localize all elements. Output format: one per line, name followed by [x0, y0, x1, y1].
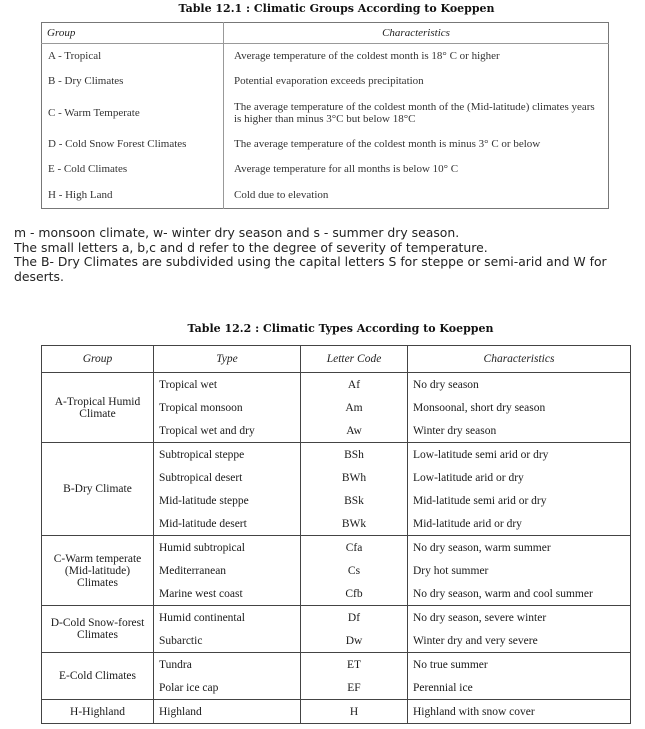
type-cell: Subarctic	[154, 629, 301, 653]
characteristics-cell: Low-latitude semi arid or dry	[408, 443, 631, 467]
letter-code-cell: Aw	[301, 419, 408, 443]
group-cell: H - High Land	[42, 182, 224, 209]
characteristics-cell: Low-latitude arid or dry	[408, 466, 631, 489]
letter-code-cell: Cfa	[301, 536, 408, 560]
type-cell: Tropical monsoon	[154, 396, 301, 419]
group-cell: E-Cold Climates	[42, 653, 154, 700]
type-cell: Mediterranean	[154, 559, 301, 582]
column-header-group: Group	[42, 23, 224, 44]
letter-code-cell: Am	[301, 396, 408, 419]
letter-code-cell: BWh	[301, 466, 408, 489]
letter-code-cell: Df	[301, 606, 408, 630]
column-header-characteristics: Characteristics	[408, 346, 631, 373]
characteristics-cell: No dry season, severe winter	[408, 606, 631, 630]
letter-code-cell: ET	[301, 653, 408, 677]
group-cell: E - Cold Climates	[42, 157, 224, 182]
type-cell: Subtropical desert	[154, 466, 301, 489]
type-cell: Tundra	[154, 653, 301, 677]
letter-code-cell: Dw	[301, 629, 408, 653]
type-cell: Humid subtropical	[154, 536, 301, 560]
characteristics-cell: No dry season, warm summer	[408, 536, 631, 560]
group-cell: C-Warm temperate (Mid-latitude) Climates	[42, 536, 154, 606]
characteristics-cell: The average temperature of the coldest month of the (Mid-latitude) climates years is higher than minus 3°C but below 18°C	[234, 100, 595, 125]
letter-code-cell: EF	[301, 676, 408, 700]
table-row	[42, 157, 609, 182]
type-cell: Marine west coast	[154, 582, 301, 606]
table-row	[42, 182, 609, 209]
table-12-2-caption: Table 12.2 : Climatic Types According to Koeppen	[187, 322, 494, 335]
table-row	[42, 132, 609, 157]
characteristics-cell: Winter dry season	[408, 419, 631, 443]
characteristics-cell: No dry season	[408, 373, 631, 397]
column-header-letter-code: Letter Code	[301, 346, 408, 373]
table-row	[42, 536, 631, 560]
group-cell: C - Warm Temperate	[42, 94, 224, 132]
letter-code-cell: Cs	[301, 559, 408, 582]
characteristics-cell: Dry hot summer	[408, 559, 631, 582]
characteristics-cell: No true summer	[408, 653, 631, 677]
letter-code-cell: Af	[301, 373, 408, 397]
type-cell: Tropical wet	[154, 373, 301, 397]
characteristics-cell: Average temperature for all months is below 10° C	[234, 163, 459, 175]
table-12-1-caption: Table 12.1 : Climatic Groups According to Koeppen	[178, 2, 495, 15]
letter-code-cell: BSk	[301, 489, 408, 512]
paragraph-line: The B- Dry Climates are subdivided using the capital letters S for steppe or semi-arid and W for deserts.	[14, 254, 607, 284]
table-row	[42, 653, 631, 677]
column-header-characteristics: Characteristics	[224, 23, 609, 44]
characteristics-cell: No dry season, warm and cool summer	[408, 582, 631, 606]
paragraph-line: The small letters a, b,c and d refer to the degree of severity of temperature.	[14, 239, 488, 255]
characteristics-cell: Mid-latitude arid or dry	[408, 512, 631, 536]
explanatory-paragraph	[14, 226, 626, 284]
letter-code-cell: Cfb	[301, 582, 408, 606]
type-cell: Humid continental	[154, 606, 301, 630]
characteristics-cell: Perennial ice	[408, 676, 631, 700]
characteristics-cell: Mid-latitude semi arid or dry	[408, 489, 631, 512]
climatic-groups-table	[41, 22, 609, 209]
type-cell: Subtropical steppe	[154, 443, 301, 467]
group-cell: A-Tropical Humid Climate	[42, 373, 154, 443]
table-row	[42, 700, 631, 724]
characteristics-cell: Winter dry and very severe	[408, 629, 631, 653]
paragraph-line: m - monsoon climate, w- winter dry season and s - summer dry season.	[14, 225, 460, 240]
table-row	[42, 44, 609, 69]
type-cell: Mid-latitude steppe	[154, 489, 301, 512]
group-cell: A - Tropical	[42, 44, 224, 69]
letter-code-cell: H	[301, 700, 408, 724]
group-cell: H-Highland	[42, 700, 154, 724]
table-row	[42, 94, 609, 132]
type-cell: Mid-latitude desert	[154, 512, 301, 536]
group-cell: B - Dry Climates	[42, 69, 224, 94]
group-cell: D - Cold Snow Forest Climates	[42, 132, 224, 157]
climatic-types-table	[41, 345, 631, 724]
type-cell: Highland	[154, 700, 301, 724]
letter-code-cell: BWk	[301, 512, 408, 536]
column-header-type: Type	[154, 346, 301, 373]
characteristics-cell: Average temperature of the coldest month is 18° C or higher	[234, 50, 500, 63]
column-header-group: Group	[42, 346, 154, 373]
group-cell: B-Dry Climate	[42, 443, 154, 536]
table-row	[42, 373, 631, 397]
characteristics-cell: Cold due to elevation	[234, 188, 329, 201]
group-cell: D-Cold Snow-forest Climates	[42, 606, 154, 653]
characteristics-cell: Monsoonal, short dry season	[408, 396, 631, 419]
characteristics-cell: Highland with snow cover	[408, 700, 631, 724]
characteristics-cell: The average temperature of the coldest month is minus 3° C or below	[234, 138, 541, 150]
table-row	[42, 443, 631, 467]
table-row	[42, 606, 631, 630]
table-row	[42, 69, 609, 94]
type-cell: Tropical wet and dry	[154, 419, 301, 443]
letter-code-cell: BSh	[301, 443, 408, 467]
type-cell: Polar ice cap	[154, 676, 301, 700]
characteristics-cell: Potential evaporation exceeds precipitation	[234, 75, 424, 87]
